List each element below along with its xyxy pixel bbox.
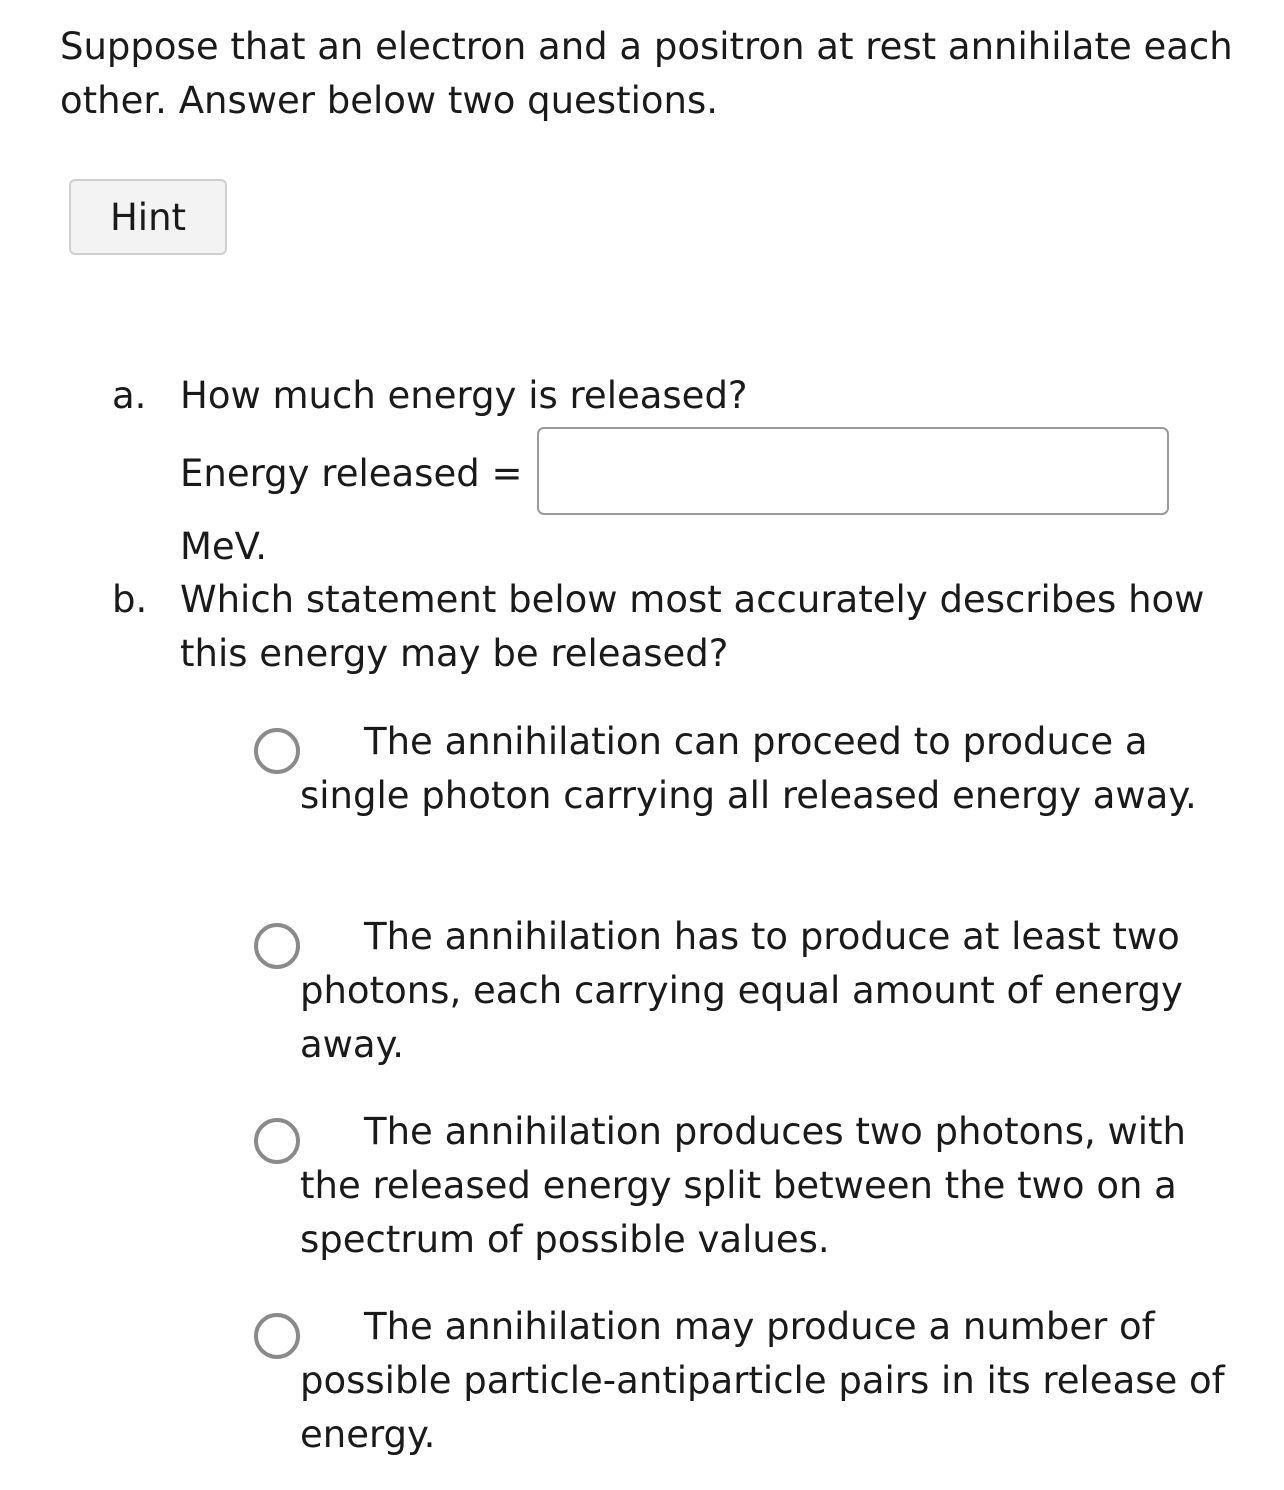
radio-button-icon[interactable] xyxy=(254,923,300,969)
answer-option-2[interactable] xyxy=(254,910,1244,1072)
radio-button-icon[interactable] xyxy=(254,1118,300,1164)
answer-option-3[interactable] xyxy=(254,1105,1244,1267)
answer-option-label: The annihilation can proceed to produce a single photon carrying all released energy away. xyxy=(300,720,1197,817)
question-b-text: Which statement below most accurately describes how this energy may be released? xyxy=(180,578,1205,675)
answer-option-1[interactable] xyxy=(254,715,1244,823)
energy-unit-label: MeV. xyxy=(180,525,267,568)
question-b-marker: b. xyxy=(112,578,148,621)
answer-option-label: The annihilation has to produce at least two photons, each carrying equal amount of energy away. xyxy=(300,915,1183,1066)
energy-released-input[interactable] xyxy=(537,427,1169,515)
question-a-marker: a. xyxy=(112,374,147,417)
radio-button-icon[interactable] xyxy=(254,1313,300,1359)
question-intro: Suppose that an electron and a positron at rest annihilate each other. Answer below two questions. xyxy=(60,25,1233,122)
answer-option-4[interactable] xyxy=(254,1300,1244,1462)
question-a-text: How much energy is released? xyxy=(180,374,748,417)
hint-button[interactable]: Hint xyxy=(69,179,227,255)
answer-option-label: The annihilation produces two photons, with the released energy split between the two on a spectrum of possible values. xyxy=(300,1110,1186,1261)
radio-button-icon[interactable] xyxy=(254,728,300,774)
answer-option-label: The annihilation may produce a number of possible particle-antiparticle pairs in its release of energy. xyxy=(300,1305,1225,1456)
energy-released-label: Energy released = xyxy=(180,452,523,495)
